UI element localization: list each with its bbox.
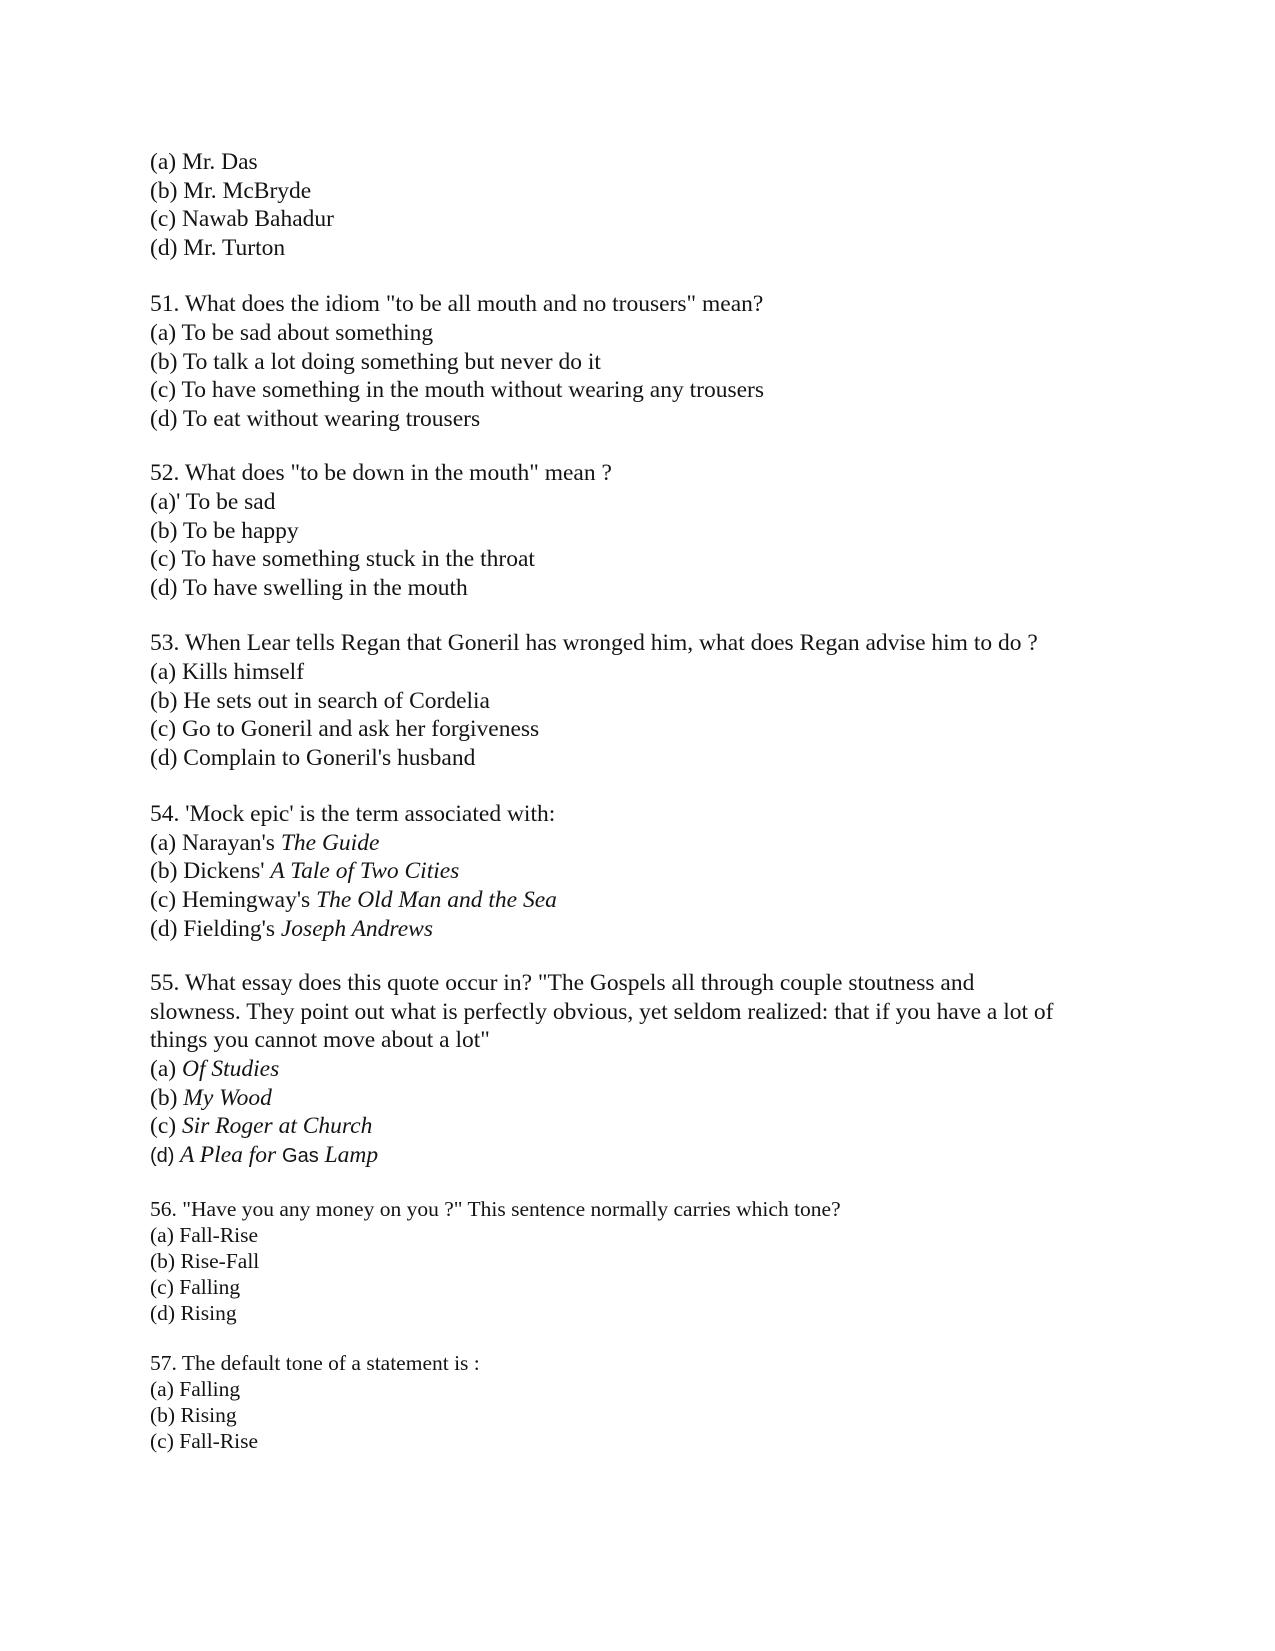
question-53	[150, 629, 1130, 772]
option-51-c: (c) To have something in the mouth without wearing any trousers	[150, 377, 765, 404]
option-54-b	[150, 857, 1130, 886]
option-55-c	[150, 1112, 1130, 1141]
option-53-c: (c) Go to Goneril and ask her forgiveness	[150, 716, 540, 743]
option-55-b-title: My Wood	[183, 1084, 272, 1111]
question-57-text: 57. The default tone of a statement is :	[150, 1351, 480, 1376]
question-52-text: 52. What does "to be down in the mouth" mean ?	[150, 460, 612, 487]
option-55-d-title-b: Lamp	[318, 1141, 379, 1168]
option-52-b: (b) To be happy	[150, 517, 299, 544]
option-50-a: (a) Mr. Das	[150, 149, 258, 175]
option-57-c: (c) Fall-Rise	[150, 1429, 259, 1454]
question-51	[150, 290, 1130, 433]
option-56-b: (b) Rise-Fall	[150, 1249, 260, 1274]
option-53-b: (b) He sets out in search of Cordelia	[150, 687, 490, 714]
question-56	[150, 1196, 1130, 1326]
option-52-a: (a)' To be sad	[150, 488, 276, 515]
option-52-d: (d) To have swelling in the mouth	[150, 574, 468, 601]
option-50-d: (d) Mr. Turton	[150, 234, 286, 261]
option-54-a	[150, 829, 1130, 858]
question-50-options	[150, 148, 1130, 262]
option-54-b-prefix: (b) Dickens'	[150, 858, 271, 885]
question-52	[150, 459, 1130, 602]
option-55-a	[150, 1055, 1130, 1084]
option-52-c: (c) To have something stuck in the throat	[150, 546, 535, 573]
option-55-c-prefix: (c)	[150, 1113, 182, 1140]
question-51-text: 51. What does the idiom "to be all mouth and no trousers" mean?	[150, 291, 764, 318]
option-50-c: (c) Nawab Bahadur	[150, 206, 334, 233]
option-55-d	[150, 1141, 1130, 1171]
option-54-d-prefix: (d) Fielding's	[150, 915, 281, 942]
option-56-c: (c) Falling	[150, 1275, 241, 1300]
option-51-d: (d) To eat without wearing trousers	[150, 405, 481, 432]
question-55-text-line-2: slowness. They point out what is perfectly obvious, yet seldom realized: that if you have a lot of	[150, 998, 1054, 1025]
option-54-a-title: The Guide	[280, 829, 380, 856]
option-54-c-prefix: (c) Hemingway's	[150, 887, 317, 914]
option-55-a-prefix: (a)	[150, 1056, 182, 1083]
option-55-d-title-a: A Plea for	[180, 1141, 283, 1168]
option-55-a-title: Of Studies	[181, 1056, 280, 1083]
option-55-b-prefix: (b)	[150, 1084, 184, 1111]
question-54	[150, 800, 1130, 943]
option-55-c-title: Sir Roger at Church	[181, 1113, 373, 1140]
option-57-a: (a) Falling	[150, 1377, 241, 1402]
option-50-b: (b) Mr. McBryde	[150, 177, 312, 204]
document-page	[150, 148, 1130, 1454]
option-57-b: (b) Rising	[150, 1403, 237, 1428]
question-56-text: 56. "Have you any money on you ?" This sentence normally carries which tone?	[150, 1197, 841, 1222]
option-53-d: (d) Complain to Goneril's husband	[150, 744, 476, 771]
question-55	[150, 969, 1130, 1170]
question-54-text: 54. 'Mock epic' is the term associated with:	[150, 801, 556, 828]
question-55-text-line-1: 55. What essay does this quote occur in? "The Gospels all through couple stoutness and	[150, 970, 975, 997]
option-54-c-title: The Old Man and the Sea	[316, 887, 557, 914]
option-54-d-title: Joseph Andrews	[280, 915, 433, 942]
option-51-b: (b) To talk a lot doing something but never do it	[150, 348, 601, 375]
option-51-a: (a) To be sad about something	[150, 319, 434, 346]
option-54-d	[150, 915, 1130, 944]
option-55-b	[150, 1084, 1130, 1113]
question-55-text-line-3: things you cannot move about a lot"	[150, 1027, 490, 1054]
option-56-a: (a) Fall-Rise	[150, 1223, 259, 1248]
option-53-a: (a) Kills himself	[150, 658, 305, 685]
option-55-d-mid: Gas	[282, 1144, 319, 1167]
option-55-d-prefix: (d)	[150, 1144, 180, 1167]
option-54-b-title: A Tale of Two Cities	[270, 858, 460, 885]
option-54-c	[150, 886, 1130, 915]
question-53-text: 53. When Lear tells Regan that Goneril has wronged him, what does Regan advise him to do ?	[150, 630, 1038, 657]
question-57	[150, 1350, 1130, 1454]
option-56-d: (d) Rising	[150, 1301, 237, 1326]
option-54-a-prefix: (a) Narayan's	[150, 829, 281, 856]
